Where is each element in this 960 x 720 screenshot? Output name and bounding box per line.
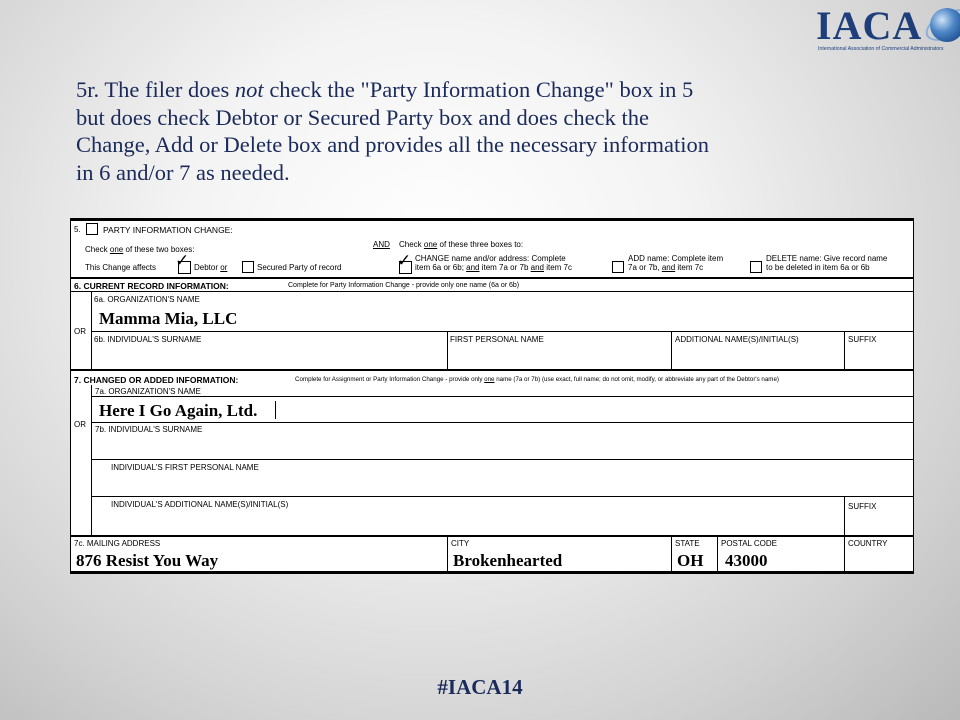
s5-affects-label: This Change affects — [85, 263, 157, 272]
s7a-label-line — [91, 396, 913, 397]
s5-title: PARTY INFORMATION CHANGE: — [103, 225, 233, 235]
s6a-org-value[interactable]: Mamma Mia, LLC — [99, 309, 238, 328]
s7-title: 7. CHANGED OR ADDED INFORMATION: — [74, 375, 239, 385]
add-checkbox[interactable] — [612, 261, 624, 273]
change-label-line-2: item 6a or 6b; and item 7a or 7b and item 7c — [415, 263, 573, 272]
logo-subtitle: International Association of Commercial Administrators — [818, 46, 944, 52]
s6-note: Complete for Party Information Change - provide only one name (6a or 6b) — [288, 282, 520, 289]
s7c-postal-value[interactable]: 43000 — [725, 551, 768, 570]
heading-line-2: but does check Debtor or Secured Party box and does check the — [76, 104, 649, 130]
s7-top-border — [71, 369, 913, 371]
s7c-state-label: STATE — [675, 539, 700, 548]
s7c-state-value[interactable]: OH — [677, 551, 704, 570]
s6b-surname-label: 6b. INDIVIDUAL'S SURNAME — [94, 335, 202, 344]
s6-or-label: OR — [74, 327, 86, 336]
logo-text: IACA — [816, 3, 923, 48]
delete-label-line-2: to be deleted in item 6a or 6b — [766, 263, 870, 272]
change-label-line-1: CHANGE name and/or address: Complete — [415, 254, 566, 263]
s6-or-column-divider — [91, 291, 92, 369]
heading-line-3: Change, Add or Delete box and provides all the necessary information — [76, 132, 709, 157]
heading-line-1-emphasis: not — [234, 77, 264, 102]
s7b-suffix-label: SUFFIX — [848, 502, 877, 511]
s6b-suffix-label: SUFFIX — [848, 335, 877, 344]
s7c-top-border — [71, 535, 913, 537]
s6a-bottom-line — [91, 331, 913, 332]
s5-check-one-three: Check one of these three boxes to: — [399, 240, 524, 249]
add-label-line-1: ADD name: Complete item — [628, 254, 724, 263]
secured-party-label: Secured Party of record — [257, 263, 342, 272]
add-label-line-2: 7a or 7b, and item 7c — [628, 263, 704, 272]
s7c-divider-2 — [671, 535, 672, 574]
s7-note: Complete for Assignment or Party Information Change - provide only one name (7a or 7b) (use exact, full name; do not omit, modify, or abbreviate any part of the Debtor's name) — [295, 376, 779, 383]
s7c-mailing-value[interactable]: 876 Resist You Way — [76, 551, 219, 570]
debtor-checkmark-icon: ✓ — [175, 251, 190, 271]
s7c-divider-3 — [717, 535, 718, 574]
s7b-suffix-divider — [844, 496, 845, 535]
delete-label-line-1: DELETE name: Give record name — [766, 254, 888, 263]
heading-line-1-post: check the "Party Information Change" box in 5 — [263, 77, 694, 102]
slide-heading — [76, 76, 876, 186]
s6-top-border — [71, 277, 913, 279]
s7c-divider-4 — [844, 535, 845, 574]
s7a-org-label: 7a. ORGANIZATION'S NAME — [95, 387, 201, 396]
s7c-city-label: CITY — [451, 539, 470, 548]
iaca-logo — [812, 2, 960, 56]
s7b-first-bottom-line — [91, 496, 913, 497]
secured-party-checkbox[interactable] — [242, 261, 254, 273]
s7c-mailing-label: 7c. MAILING ADDRESS — [74, 539, 161, 548]
s6b-divider-2 — [671, 331, 672, 369]
s7-or-column-divider — [91, 385, 92, 535]
s5-check-one-two: Check one of these two boxes: — [85, 245, 195, 254]
hashtag: #IACA14 — [437, 675, 523, 699]
s5-and-label: AND — [373, 240, 390, 249]
s6b-divider-3 — [844, 331, 845, 369]
ucc-amendment-form — [70, 218, 914, 574]
s7c-divider-1 — [447, 535, 448, 574]
s6a-org-label: 6a. ORGANIZATION'S NAME — [94, 295, 200, 304]
s6b-divider-1 — [447, 331, 448, 369]
s6b-first-name-label: FIRST PERSONAL NAME — [450, 335, 544, 344]
heading-line-1-pre: 5r. The filer does — [76, 77, 235, 102]
s7-or-label: OR — [74, 420, 86, 429]
s5-number: 5. — [74, 225, 81, 234]
s7c-postal-label: POSTAL CODE — [721, 539, 778, 548]
debtor-label: Debtor or — [194, 263, 228, 272]
s6-header-divider — [71, 291, 913, 292]
s6b-additional-label: ADDITIONAL NAME(S)/INITIAL(S) — [675, 335, 799, 344]
heading-line-4: in 6 and/or 7 as needed. — [76, 159, 290, 185]
change-checkmark-icon: ✓ — [397, 251, 412, 271]
s7c-country-label: COUNTRY — [848, 539, 888, 548]
s7a-bottom-line — [91, 422, 913, 423]
s7b-surname-label: 7b. INDIVIDUAL'S SURNAME — [95, 425, 203, 434]
s7b-first-name-label: INDIVIDUAL'S FIRST PERSONAL NAME — [111, 463, 259, 472]
s7a-org-value[interactable]: Here I Go Again, Ltd. — [99, 401, 258, 420]
delete-checkbox[interactable] — [750, 261, 762, 273]
s7c-city-value[interactable]: Brokenhearted — [453, 551, 563, 570]
heading-line-1 — [76, 76, 876, 104]
globe-icon — [930, 8, 960, 42]
s7b-bottom-line — [91, 459, 913, 460]
text-cursor — [275, 401, 276, 419]
s7b-additional-label: INDIVIDUAL'S ADDITIONAL NAME(S)/INITIAL(S) — [111, 500, 289, 509]
s6-title: 6. CURRENT RECORD INFORMATION: — [74, 281, 229, 291]
party-info-change-checkbox[interactable] — [86, 223, 98, 235]
